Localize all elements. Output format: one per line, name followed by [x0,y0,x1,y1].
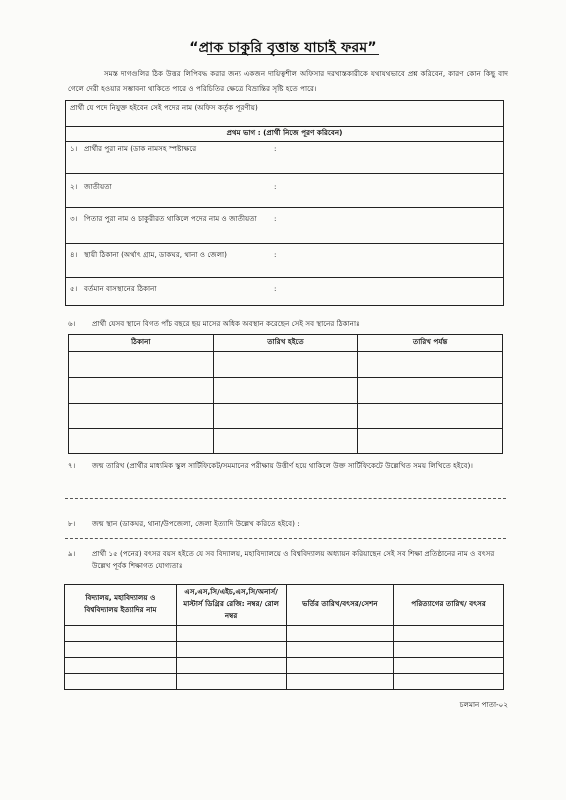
col-header-leaving: পরিত্যাগের তারিখ/ বৎসর [394,585,504,626]
form-title: “প্রাক চাকুরি বৃত্তান্ত যাচাই ফরম” [189,40,377,56]
question-7: ৭। জন্ম তারিখ (প্রার্থীর মাধ্যমিক স্কুল সার্টিফিকেট/সমমানের পরীক্ষায় উত্তীর্ণ হয়ে থাকিলে উক্ত সার্টিফিকেটে উল্লেখিত সময় লিখিতে হইবে)। [68,461,473,470]
dashed-rule [65,498,506,499]
table-cell[interactable] [394,674,504,690]
field-label: পিতার পুরা নাম ও চাকুরীরত থাকিলে পদের নাম ও জাতীয়তা [84,214,257,223]
table-cell[interactable] [176,658,286,674]
table-cell[interactable] [69,429,214,454]
col-header-institution: বিদ্যালয়, মহাবিদ্যালয় ও বিশ্ববিদ্যালয় ইত্যাদির নাম [65,585,177,626]
table-cell[interactable] [213,352,358,378]
table-cell[interactable] [286,626,394,642]
table-cell[interactable] [358,352,503,378]
field-label: প্রার্থীর পুরা নাম (ডাক নামসহ স্পষ্টাক্ষরে [84,144,197,153]
table-cell[interactable] [213,429,358,454]
table-cell[interactable] [358,404,503,429]
table-cell[interactable] [394,658,504,674]
col-header-reg-roll: এস,এস,সি/এইচ,এস,সি/অনার্স/মাস্টার্স ডিগ্রির রেজি: নম্বর/ রোল নম্বর [176,585,286,626]
table-cell[interactable] [286,658,394,674]
table-cell[interactable] [358,378,503,404]
question-6: ৬। প্রার্থী যেসব স্থানে বিগত পাঁচ বছরে ছয় মাসের অধিক অবস্থান করেছেন সেই সব স্থানের ঠিকানাঃ [68,319,360,328]
table-cell[interactable] [65,658,177,674]
post-label: প্রার্থী যে পদে নিযুক্ত হইবেন সেই পদের নাম (অফিস কর্তৃক পূরণীয়) [70,103,258,112]
table-cell[interactable] [358,429,503,454]
table-cell[interactable] [65,642,177,658]
table-cell[interactable] [213,378,358,404]
education-table [64,584,504,690]
table-cell[interactable] [69,404,214,429]
table-cell[interactable] [69,378,214,404]
table-cell[interactable] [286,642,394,658]
field-row-5[interactable]: ৫। বর্তমান বাসস্থানের ঠিকানা : [66,278,504,306]
field-label: স্থায়ী ঠিকানা (অর্থাৎ গ্রাম, ডাকঘর, থানা ও জেলা) [84,250,227,259]
field-row-4[interactable]: ৪। স্থায়ী ঠিকানা (অর্থাৎ গ্রাম, ডাকঘর, থানা ও জেলা) : [66,244,504,278]
question-9: ৯। প্রার্থী ১৫ (পনের) বৎসর বয়স হইতে যে সব বিদ্যালয়, মহাবিদ্যালয়ে ও বিশ্ববিদ্যালয় অধ্যায়ন করিয়াছেন সেই সব শিক্ষা প্রতিষ্ঠানের নাম ও বৎসর উল্লেখ পূর্বক শিক্ষাগত যোগ্যতাঃ [68,549,495,570]
col-header-address: ঠিকানা [69,335,214,352]
dashed-rule [65,538,506,539]
title-underline [207,54,379,55]
question-8: ৮। জন্ম স্থান (ডাকঘর, থানা/উপজেলা, জেলা ইত্যাদি উল্লেখ করিতে হইবে) : [68,519,300,528]
field-label: বর্তমান বাসস্থানের ঠিকানা [84,284,157,293]
field-label: জাতীয়তা [84,182,112,191]
col-header-admission: ভর্তির তারিখ/বৎসর/সেশন [286,585,394,626]
field-row-3[interactable]: ৩। পিতার পুরা নাম ও চাকুরীরত থাকিলে পদের নাম ও জাতীয়তা : [66,208,504,244]
table-cell[interactable] [176,626,286,642]
intro-paragraph: সমস্ত দাগগুলির ঠিক উত্তর লিপিবদ্ধ করার জন্য একজন দায়িত্বশীল অফিসার দরখাস্তকারীকে যথাযথভাবে প্রশ্ন করিবেন, কারণ কোন কিছু বাদ গেলে দেরী হওয়ার সম্ভাবনা থাকিতে পারে ও পরিচিতির ক্ষেত্রে বিভ্রান্তির সৃষ্টি হতে পারে। [68,69,508,93]
table-cell[interactable] [69,352,214,378]
table-cell[interactable] [65,674,177,690]
table-cell[interactable] [176,674,286,690]
field-row-2[interactable]: ২। জাতীয়তা : [66,174,504,208]
part1-table [65,100,504,306]
col-header-to: তারিখ পর্যন্ত [358,335,503,352]
field-row-1[interactable]: ১। প্রার্থীর পুরা নাম (ডাক নামসহ স্পষ্টাক্ষরে : [66,142,504,174]
part1-heading: প্রথম ভাগ : (প্রার্থী নিজে পূরণ করিবেন) [66,127,504,142]
post-label-cell[interactable] [66,101,504,127]
table-cell[interactable] [286,674,394,690]
table-cell[interactable] [394,642,504,658]
table-cell[interactable] [176,642,286,658]
residence-table [68,334,503,454]
page-continuation-label: চলমান পাতা-০২ [459,700,508,709]
col-header-from: তারিখ হইতে [213,335,358,352]
table-cell[interactable] [65,626,177,642]
table-cell[interactable] [394,626,504,642]
table-cell[interactable] [213,404,358,429]
